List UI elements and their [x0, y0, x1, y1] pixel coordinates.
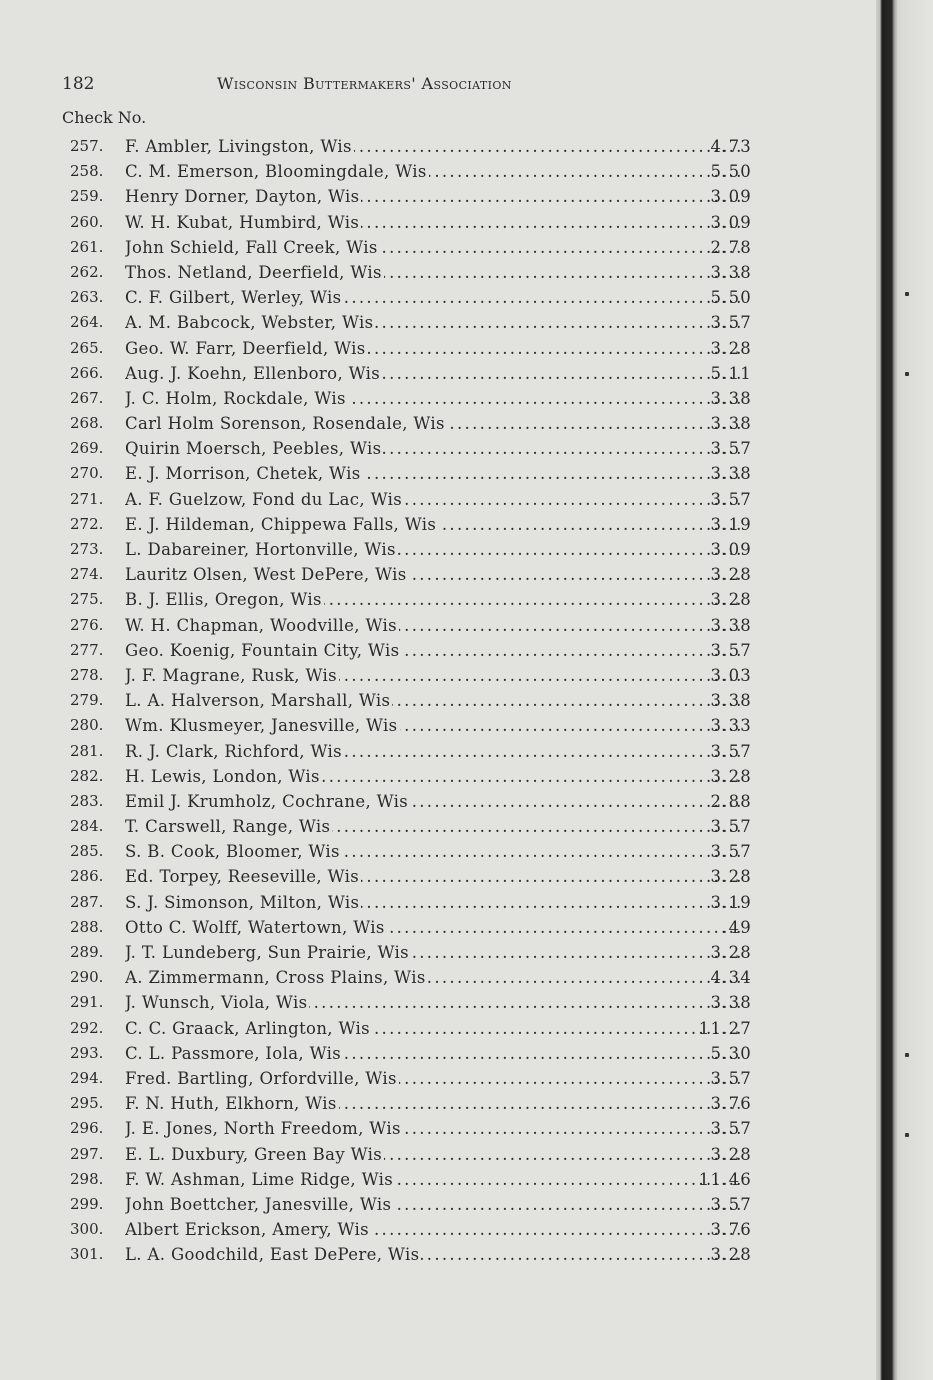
list-item	[62, 713, 762, 738]
check-number: 295.	[70, 1094, 104, 1113]
entry-leader	[125, 739, 745, 764]
amount: 3.57	[710, 313, 752, 333]
entry-leader	[125, 159, 745, 184]
check-number: 269.	[70, 439, 104, 458]
amount: 5.11	[710, 363, 752, 383]
list-item	[62, 613, 762, 638]
amount: 2.78	[710, 237, 752, 257]
amount: .49	[722, 917, 752, 937]
amount: 3.28	[710, 590, 752, 610]
check-number: 266.	[70, 363, 104, 382]
payee-name: B. J. Ellis, Oregon, Wis	[125, 590, 322, 610]
check-number: 260.	[70, 212, 104, 231]
payee-name: Aug. J. Koehn, Ellenboro, Wis	[125, 363, 381, 383]
payee-name: Ed. Torpey, Reeseville, Wis	[125, 867, 360, 887]
page-number: 182	[62, 74, 95, 94]
check-number: 261.	[70, 237, 104, 256]
check-number: 298.	[70, 1169, 104, 1188]
payee-name: C. F. Gilbert, Werley, Wis	[125, 288, 342, 308]
entry-leader	[125, 210, 745, 235]
check-number: 264.	[70, 313, 104, 332]
entry-leader	[125, 814, 745, 839]
entry-leader	[125, 512, 745, 537]
check-number: 290.	[70, 968, 104, 987]
payee-name: A. Zimmermann, Cross Plains, Wis	[125, 968, 426, 988]
list-item	[62, 285, 762, 310]
check-number: 271.	[70, 489, 104, 508]
check-number: 297.	[70, 1144, 104, 1163]
amount: 4.73	[710, 137, 752, 156]
payee-name: John Boettcher, Janesville, Wis	[125, 1194, 392, 1214]
entry-leader	[125, 336, 745, 361]
payee-name: H. Lewis, London, Wis	[125, 766, 320, 786]
check-number: 259.	[70, 187, 104, 206]
amount: 3.33	[710, 716, 752, 736]
payee-name: Geo. W. Farr, Deerfield, Wis	[125, 338, 366, 358]
amount: 3.28	[710, 766, 752, 786]
payee-name: Lauritz Olsen, West DePere, Wis	[125, 565, 407, 585]
check-number: 286.	[70, 867, 104, 886]
amount: 3.57	[710, 1119, 752, 1139]
list-item	[62, 739, 762, 764]
payee-name: J. Wunsch, Viola, Wis	[125, 993, 308, 1013]
entry-leader	[125, 990, 745, 1015]
check-number: 293.	[70, 1043, 104, 1062]
amount: 3.57	[710, 741, 752, 761]
check-number: 296.	[70, 1119, 104, 1138]
payee-name: Fred. Bartling, Orfordville, Wis	[125, 1068, 397, 1088]
payee-name: W. H. Kubat, Humbird, Wis	[125, 212, 360, 232]
margin-mark	[905, 372, 909, 376]
entry-leader	[125, 638, 745, 663]
entry-leader	[125, 1041, 745, 1066]
entry-leader	[125, 587, 745, 612]
amount: 3.09	[710, 187, 752, 207]
check-number: 300.	[70, 1220, 104, 1239]
check-number: 288.	[70, 917, 104, 936]
list-item	[62, 537, 762, 562]
check-number: 279.	[70, 691, 104, 710]
entry-leader	[125, 361, 745, 386]
amount: 3.76	[710, 1220, 752, 1240]
list-item	[62, 436, 762, 461]
amount: 3.09	[710, 540, 752, 559]
amount: 3.57	[710, 842, 752, 862]
list-item	[62, 940, 762, 965]
amount: 3.76	[710, 1094, 752, 1114]
book-binding-edge	[876, 0, 933, 1380]
amount: 3.38	[710, 464, 752, 484]
payee-name: C. C. Graack, Arlington, Wis	[125, 1018, 370, 1038]
payee-name: E. J. Hildeman, Chippewa Falls, Wis	[125, 514, 437, 534]
entry-leader	[125, 688, 745, 713]
list-item	[62, 361, 762, 386]
check-number: 267.	[70, 388, 104, 407]
entry-leader	[125, 663, 745, 688]
payee-name: J. F. Magrane, Rusk, Wis	[125, 665, 337, 685]
check-number: 294.	[70, 1068, 104, 1087]
payee-name: Wm. Klusmeyer, Janesville, Wis	[125, 716, 398, 736]
list-item	[62, 789, 762, 814]
payee-name: Geo. Koenig, Fountain City, Wis	[125, 640, 400, 660]
list-item	[62, 1041, 762, 1066]
check-number: 287.	[70, 892, 104, 911]
payee-name: C. M. Emerson, Bloomingdale, Wis	[125, 162, 427, 182]
list-item	[62, 411, 762, 436]
payee-name: F. Ambler, Livingston, Wis	[125, 137, 352, 156]
amount: 3.03	[710, 665, 752, 685]
payee-name: C. L. Passmore, Iola, Wis	[125, 1043, 342, 1063]
list-item	[62, 1167, 762, 1192]
check-number: 299.	[70, 1194, 104, 1213]
payee-name: A. M. Babcock, Webster, Wis	[125, 313, 374, 333]
amount: 3.57	[710, 1068, 752, 1088]
payee-name: W. H. Chapman, Woodville, Wis	[125, 615, 397, 635]
list-item	[62, 864, 762, 889]
entry-leader	[125, 411, 745, 436]
list-item	[62, 386, 762, 411]
entry-leader	[125, 713, 745, 738]
check-number: 263.	[70, 288, 104, 307]
amount: 3.38	[710, 262, 752, 282]
check-number: 285.	[70, 842, 104, 861]
payee-name: J. T. Lundeberg, Sun Prairie, Wis	[125, 943, 409, 962]
entry-leader	[125, 1142, 745, 1167]
check-number: 283.	[70, 791, 104, 810]
entry-leader	[125, 436, 745, 461]
entry-leader	[125, 537, 745, 562]
payee-name: L. A. Halverson, Marshall, Wis	[125, 691, 391, 711]
check-number: 265.	[70, 338, 104, 357]
entry-leader	[125, 1016, 745, 1041]
list-item	[62, 134, 762, 159]
entry-leader	[125, 839, 745, 864]
payee-name: S. B. Cook, Bloomer, Wis	[125, 842, 340, 862]
amount: 4.34	[710, 968, 752, 988]
check-number: 272.	[70, 514, 104, 533]
entry-leader	[125, 1116, 745, 1141]
amount: 3.28	[710, 338, 752, 358]
amount: 3.57	[710, 640, 752, 660]
payee-name: J. C. Holm, Rockdale, Wis	[125, 388, 346, 408]
amount: 3.28	[710, 867, 752, 887]
payee-name: R. J. Clark, Richford, Wis	[125, 741, 342, 761]
column-label: Check No.	[62, 108, 147, 127]
list-item	[62, 915, 762, 940]
list-item	[62, 1116, 762, 1141]
margin-mark	[905, 1053, 909, 1057]
check-number: 273.	[70, 540, 104, 558]
entry-leader	[125, 613, 745, 638]
list-item	[62, 839, 762, 864]
margin-mark	[905, 292, 909, 296]
list-item	[62, 1066, 762, 1091]
amount: 3.28	[710, 1245, 752, 1265]
amount: 3.28	[710, 943, 752, 962]
payee-name: E. L. Duxbury, Green Bay Wis	[125, 1144, 383, 1164]
amount: 5.50	[710, 288, 752, 308]
entry-leader	[125, 1167, 745, 1192]
check-number: 268.	[70, 414, 104, 433]
amount: 3.38	[710, 993, 752, 1013]
amount: 5.30	[710, 1043, 752, 1063]
list-item	[62, 638, 762, 663]
entry-leader	[125, 789, 745, 814]
payee-name: L. Dabareiner, Hortonville, Wis	[125, 540, 396, 559]
entry-leader	[125, 260, 745, 285]
amount: 3.38	[710, 388, 752, 408]
entry-leader	[125, 1066, 745, 1091]
entry-leader	[125, 1217, 745, 1242]
list-item	[62, 487, 762, 512]
list-item	[62, 990, 762, 1015]
entry-leader	[125, 764, 745, 789]
amount: 3.09	[710, 212, 752, 232]
list-item	[62, 587, 762, 612]
payee-name: Thos. Netland, Deerfield, Wis	[125, 262, 382, 282]
running-title: Wisconsin Buttermakers' Association	[217, 74, 512, 93]
list-item	[62, 663, 762, 688]
amount: 3.57	[710, 817, 752, 837]
list-item	[62, 512, 762, 537]
entry-leader	[125, 386, 745, 411]
list-item	[62, 688, 762, 713]
payee-name: F. W. Ashman, Lime Ridge, Wis	[125, 1169, 394, 1189]
check-number: 257.	[70, 137, 104, 155]
list-item	[62, 1016, 762, 1041]
check-number: 270.	[70, 464, 104, 483]
list-item	[62, 336, 762, 361]
list-item	[62, 562, 762, 587]
list-item	[62, 235, 762, 260]
check-number: 281.	[70, 741, 104, 760]
entry-leader	[125, 134, 745, 159]
entry-leader	[125, 940, 745, 965]
check-number: 277.	[70, 640, 104, 659]
amount: 3.38	[710, 691, 752, 711]
amount: 3.57	[710, 489, 752, 509]
list-item	[62, 965, 762, 990]
check-number: 274.	[70, 565, 104, 584]
check-list	[62, 134, 762, 1267]
amount: 3.28	[710, 1144, 752, 1164]
list-item	[62, 1091, 762, 1116]
list-item	[62, 1142, 762, 1167]
list-item	[62, 310, 762, 335]
list-item	[62, 814, 762, 839]
amount: 3.19	[710, 514, 752, 534]
list-item	[62, 184, 762, 209]
check-number: 284.	[70, 817, 104, 836]
check-number: 291.	[70, 993, 104, 1012]
payee-name: A. F. Guelzow, Fond du Lac, Wis	[125, 489, 403, 509]
entry-leader	[125, 915, 745, 940]
payee-name: F. N. Huth, Elkhorn, Wis	[125, 1094, 337, 1114]
amount: 5.50	[710, 162, 752, 182]
check-number: 262.	[70, 262, 104, 281]
payee-name: Emil J. Krumholz, Cochrane, Wis	[125, 791, 409, 811]
entry-leader	[125, 487, 745, 512]
amount: 11.46	[698, 1169, 752, 1189]
payee-name: Henry Dorner, Dayton, Wis	[125, 187, 360, 207]
check-number: 280.	[70, 716, 104, 735]
payee-name: T. Carswell, Range, Wis	[125, 817, 331, 837]
check-number: 289.	[70, 943, 104, 961]
amount: 3.28	[710, 565, 752, 585]
check-number: 301.	[70, 1245, 104, 1264]
margin-mark	[905, 1133, 909, 1137]
page-header	[62, 74, 752, 98]
entry-leader	[125, 1242, 745, 1267]
payee-name: S. J. Simonson, Milton, Wis	[125, 892, 360, 912]
payee-name: Quirin Moersch, Peebles, Wis	[125, 439, 382, 459]
list-item	[62, 210, 762, 235]
amount: 3.57	[710, 439, 752, 459]
list-item	[62, 1192, 762, 1217]
payee-name: E. J. Morrison, Chetek, Wis	[125, 464, 361, 484]
payee-name: Carl Holm Sorenson, Rosendale, Wis	[125, 414, 445, 434]
amount: 2.88	[710, 791, 752, 811]
list-item	[62, 260, 762, 285]
entry-leader	[125, 965, 745, 990]
entry-leader	[125, 864, 745, 889]
check-number: 292.	[70, 1018, 104, 1037]
check-number: 275.	[70, 590, 104, 609]
entry-leader	[125, 285, 745, 310]
entry-leader	[125, 562, 745, 587]
check-number: 276.	[70, 615, 104, 634]
amount: 11.27	[698, 1018, 752, 1038]
entry-leader	[125, 461, 745, 486]
entry-leader	[125, 310, 745, 335]
amount: 3.38	[710, 414, 752, 434]
entry-leader	[125, 184, 745, 209]
entry-leader	[125, 1192, 745, 1217]
amount: 3.19	[710, 892, 752, 912]
payee-name: John Schield, Fall Creek, Wis	[125, 237, 378, 257]
check-number: 258.	[70, 162, 104, 181]
entry-leader	[125, 1091, 745, 1116]
payee-name: Albert Erickson, Amery, Wis	[125, 1220, 369, 1240]
list-item	[62, 1242, 762, 1267]
list-item	[62, 159, 762, 184]
check-number: 278.	[70, 665, 104, 684]
payee-name: L. A. Goodchild, East DePere, Wis	[125, 1245, 420, 1265]
list-item	[62, 764, 762, 789]
payee-name: Otto C. Wolff, Watertown, Wis	[125, 917, 385, 937]
list-item	[62, 461, 762, 486]
amount: 3.57	[710, 1194, 752, 1214]
check-number: 282.	[70, 766, 104, 785]
entry-leader	[125, 235, 745, 260]
list-item	[62, 890, 762, 915]
amount: 3.38	[710, 615, 752, 635]
payee-name: J. E. Jones, North Freedom, Wis	[125, 1119, 401, 1139]
entry-leader	[125, 890, 745, 915]
list-item	[62, 1217, 762, 1242]
